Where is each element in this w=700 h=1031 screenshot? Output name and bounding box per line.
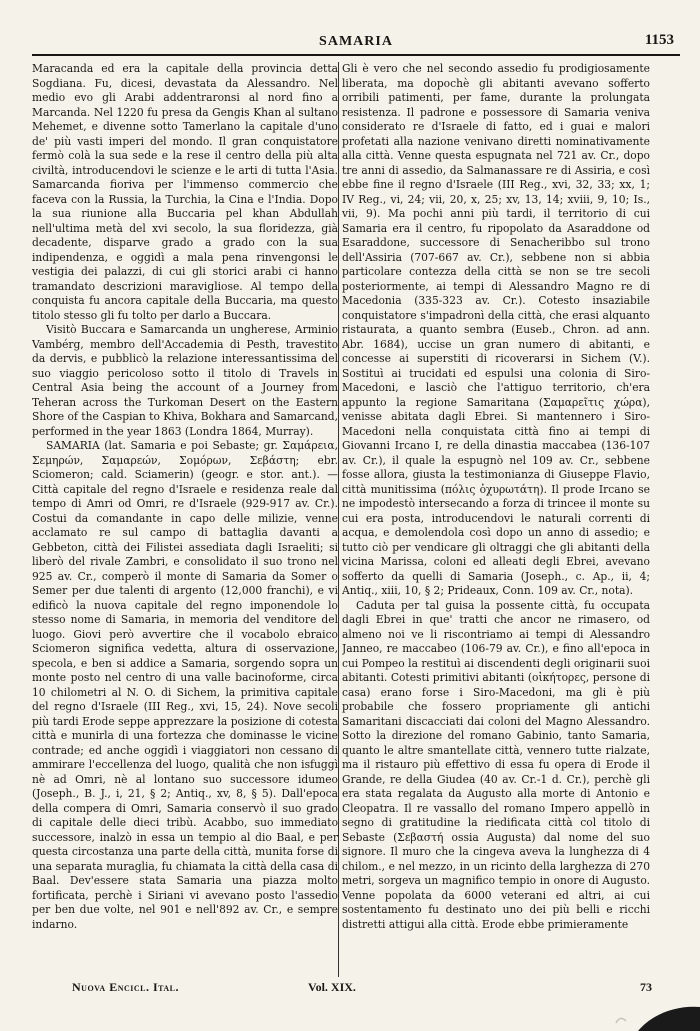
paragraph: Visitò Buccara e Samarcanda un ungherese, Arminio Vambérg, membro dell'Accademia di Pesth, travestito da dervis, e pubblicò la relazione interessantissima del suo viaggio pericoloso sotto il titolo di Travels in Central Asia being the account of a Journey from Teheran across the Turkoman Desert on the Eastern Shore of the Caspian to Khiva, Bokhara and Samarcand, performed in the year 1863 (Londra 1864, Murray).: [32, 323, 338, 438]
column-divider: [338, 62, 339, 977]
paragraph: Maracanda ed era la capitale della provincia detta Sogdiana. Fu, dicesi, devastata da Alessandro. Nel medio evo gli Arabi addentraronsi al nord fino a Marcanda. Nel 1220 fu presa da Gengis Khan al sultano Mehemet, e divenne sotto Tamerlano la capitale d'uno de' più vasti imperi del mondo. Il gran conquistatore fermò colà la sua sede e la rese il centro della più alta civiltà, introducendovi le scienze e le arti di tutta l'Asia. Samarcanda fioriva per l'immenso commercio che faceva con la Russia, la Turchia, la Cina e l'India. Dopo la sua riunione alla Buccaria pel khan Abdullah nell'ultima metà del xvi secolo, la sua floridezza, già decadente, disparve grado a grado con la sua indipendenza, e oggidì a mala pena rinvengonsi le vestigia dei palazzi, di cui gli storici arabi ci hanno tramandato descrizioni maravigliose. Al tempo della conquista fu ancora capitale della Buccaria, ma questo titolo stesso gli fu tolto per darlo a Buccara.: [32, 62, 338, 322]
footer-publication: Nuova Encicl. Ital.: [72, 980, 179, 994]
page-footer: [32, 980, 652, 1000]
paragraph: Caduta per tal guisa la possente città, fu occupata dagli Ebrei in que' tratti che ancor ne rimasero, od almeno noi ve li riscontriamo ai tempi di Alessandro Janneo, re maccabeo (106-79 av. Cr.), e fino all'epoca in cui Pompeo la restituì ai discendenti degli originarii suoi abitanti. Cotesti primitivi abitanti (οἰκήτορες, persone di casa) erano forse i Siro-Macedoni, ma gli è più probabile che fossero propriamente gli antichi Samaritani discacciati dai coloni del Magno Alessandro. Sotto la direzione del romano Gabinio, tanto Samaria, quanto le altre smantellate città, vennero tutte rialzate, ma il ristauro più effettivo di essa fu opera di Erode il Grande, re della Giudea (40 av. Cr.-1 d. Cr.), perchè gli era stata regalata da Augusto alla morte di Antonio e Cleopatra. Il re vassallo del romano Impero appellò in segno di gratitudine la riedificata città col titolo di Sebaste (Σεβαστή ossia Augusta) dal nome del suo signore. Il muro che la cingeva aveva la lunghezza di 4 chilom., e nel mezzo, in un ricinto della larghezza di 270 metri, sorgeva un magnifico tempio in onore di Augusto. Venne popolata da 6000 veterani ed altri, ai cui sostentamento fu destinato uno dei più belli e ricchi distretti attigui alla città. Erode ebbe primieramente: [342, 598, 650, 931]
left-column: [32, 62, 338, 977]
footer-volume: Vol. XIX.: [308, 980, 356, 994]
page-header: [32, 28, 680, 56]
running-head: SAMARIA: [319, 34, 393, 49]
paragraph: SAMARIA (lat. Samaria e poi Sebaste; gr. Σαμάρεια, Σεμηρών, Σαμαρεών, Σομόρων, Σεβάστη; ebr. Sciomeron; cald. Sciamerin) (geogr. e stor. ant.). — Città capitale del regno d'Israele e residenza reale dal tempo di Amri od Omri, re d'Israele (929-917 av. Cr.). Costui da comandante in capo delle milizie, venne acclamato re sul campo di battaglia davanti a Gebbeton, città dei Filistei assediata dagli Israeliti; si liberò del rivale Zambri, e consolidato il suo trono nel 925 av. Cr., comperò il monte di Samaria da Somer o Semer per due talenti di argento (12,000 franchi), e vi edificò la nuova capitale del regno imponendole lo stesso nome di Samaria, in memoria del venditore del luogo. Giovi però avvertire che il vocabolo ebraico Sciomeron significa vedetta, altura di osservazione, specola, e ben si addice a Samaria, sorgendo sopra un monte posto nel centro di una valle bacinoforme, circa 10 chilometri al N. O. di Sichem, la primitiva capitale del regno d'Israele (III Reg., xvi, 15, 24). Nove secoli più tardi Erode seppe apprezzare la posizione di cotesta città e munirla di una fortezza che dominasse le vicine contrade; ed anche oggidì i viaggiatori non cessano di ammirare l'eccellenza del luogo, qualità che non isfuggì nè ad Omri, nè al lontano suo successore idumeo (Joseph., B. J., i, 21, § 2; Antiq., xv, 8, § 5). Dall'epoca della compera di Omri, Samaria conservò il suo grado di capitale delle dieci tribù. Acabbo, suo immediato successore, inalzò in essa un tempio al dio Baal, e per questa circostanza una parte della città, munita forse di una separata muraglia, fu chiamata la città della casa di Baal. Dev'essere stata Samaria una piazza molto fortificata, perchè i Siriani vi avevano posto l'assedio per ben due volte, nel 901 e nell'892 av. Cr., e sempre indarno.: [32, 439, 338, 931]
paragraph: Gli è vero che nel secondo assedio fu prodigiosamente liberata, ma dopochè gli abitanti avevano sofferto orribili patimenti, per fame, durante la prolungata resistenza. Il padrone e possessore di Samaria veniva considerato re d'Israele di fatto, ed i guai e malori profetati alla nazione venivano diretti nominativamente alla città. Venne questa espugnata nel 721 av. Cr., dopo tre anni di assedio, da Salmanassare re di Assiria, e così ebbe fine il regno d'Israele (III Reg., xvi, 32, 33; xx, 1; IV Reg., vi, 24; vii, 20, x, 25; xv, 13, 14; xviii, 9, 10; Is., vii, 9). Ma pochi anni più tardi, il territorio di cui Samaria era il centro, fu ripopolato da Asaraddone od Esaraddone, successore di Senacheribbo sul trono dell'Assiria (707-667 av. Cr.), sebbene non si abbia particolare contezza della città se non se tre secoli posteriormente, ai tempi di Alessandro Magno re di Macedonia (335-323 av. Cr.). Cotesto insaziabile conquistatore s'impadronì della città, che erasi alquanto ristaurata, a quanto sembra (Euseb., Chron. ad ann. Abr. 1684), uccise un gran numero di abitanti, e concesse ai superstiti di ricoverarsi in Sichem (V.). Sostituì ai trucidati ed espulsi una colonia di Siro-Macedoni, e lasciò che l'attiguo territorio, ch'era appunto la regione Samaritana (Σαμαρεῖτις χώρα), venisse abitata dagli Ebrei. Si mantennero i Siro-Macedoni nella conquistata città fino ai tempi di Giovanni Ircano I, re della dinastia maccabea (136-107 av. Cr.), il quale la espugnò nel 109 av. Cr., sebbene fosse allora, giusta la testimonianza di Giuseppe Flavio, città munitissima (πόλις ὀχυρωτάτη). Il prode Ircano se ne impodestò intersecando a forza di trincee il monte su cui era posta, introducendovi le naturali correnti di acqua, e demolendola così dopo un anno di assedio; e tutto ciò per vendicare gli oltraggi che gli abitanti della vicina Marissa, coloni ed alleati degli Ebrei, avevano sofferto da quelli di Samaria (Joseph., c. Ap., ii, 4; Antiq., xiii, 10, § 2; Prideaux, Conn. 109 av. Cr., nota).: [342, 62, 650, 597]
scanner-watermark-icon: [608, 993, 700, 1031]
text-columns: [32, 62, 680, 977]
right-column: [342, 62, 650, 977]
header-rule: [32, 54, 680, 56]
page-number: 1153: [644, 32, 674, 48]
footer-signature: 73: [640, 980, 652, 994]
